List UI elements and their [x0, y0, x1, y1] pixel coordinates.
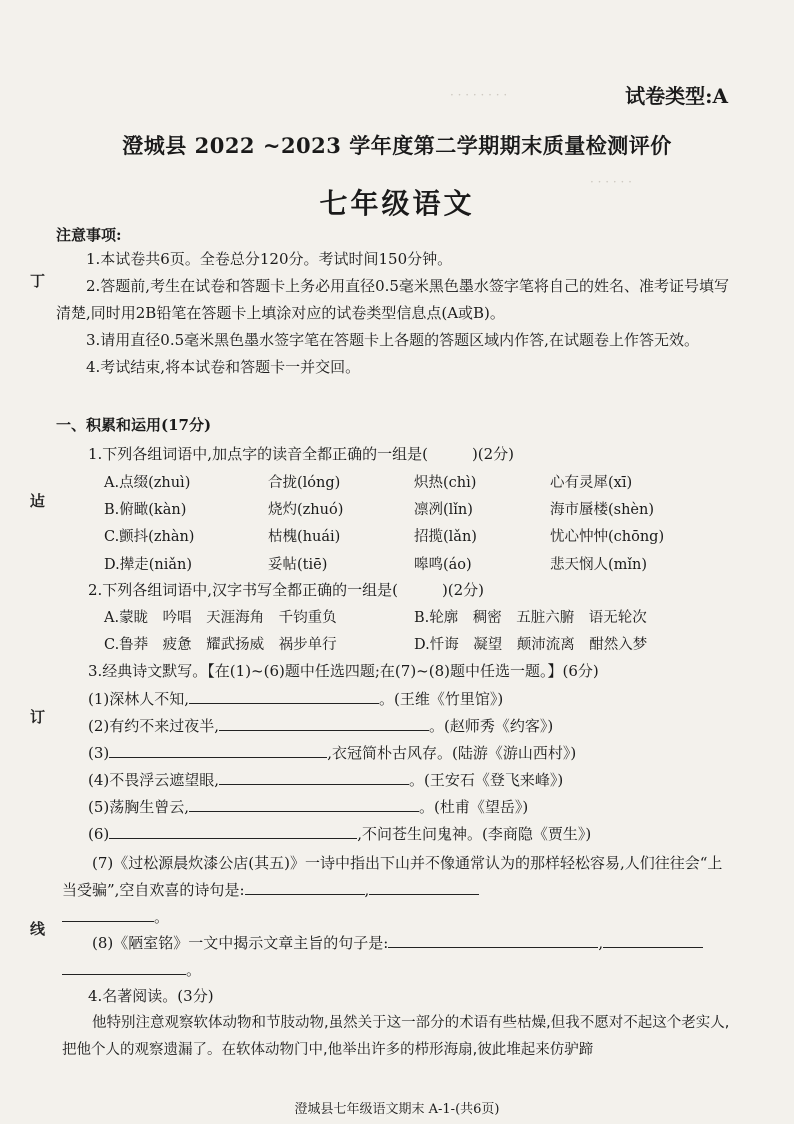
- fill-blank[interactable]: [62, 907, 154, 922]
- q3-line: (2)有约不来过夜半, 。(赵师秀《约客》): [88, 717, 554, 735]
- binding-margin-mark: 迠: [30, 492, 46, 510]
- q1-option: 忧心忡忡(chōng): [550, 529, 665, 545]
- q1-option: B.俯瞰(kàn): [104, 502, 187, 518]
- note-item: 2.答题前,考生在试卷和答题卡上务必用直径0.5毫米黑色墨水签字笔将自己的姓名、准考证号填写清楚,同时用2B铅笔在答题卡上填涂对应的试卷类型信息点(A或B)。: [56, 277, 729, 322]
- section-heading: 一、积累和运用(17分): [56, 416, 212, 434]
- q1-option: 招揽(lǎn): [414, 529, 477, 545]
- fill-blank[interactable]: [369, 880, 479, 895]
- bleed-through-text: · · · · · ·: [590, 175, 632, 189]
- notes-list: [56, 246, 736, 381]
- q1-option: 凛冽(lǐn): [414, 502, 473, 518]
- fill-blank[interactable]: [189, 797, 419, 812]
- fill-blank[interactable]: [109, 824, 357, 839]
- q3-item-8-cont: 。: [62, 957, 734, 984]
- binding-margin-mark: 丁: [30, 272, 46, 290]
- q1-option: 合拢(lóng): [268, 475, 341, 491]
- fill-blank[interactable]: [62, 960, 186, 975]
- q3-item-8: [62, 930, 734, 984]
- q1-option: 妥帖(tiē): [268, 557, 328, 573]
- binding-margin-mark-ding: 订: [30, 708, 46, 726]
- q1-option: A.点缀(zhuì): [104, 475, 191, 491]
- q1-option: 嗥鸣(áo): [414, 557, 472, 573]
- fill-blank[interactable]: [189, 689, 379, 704]
- q3-item-7-cont: 。: [62, 904, 734, 931]
- q3-item-7-text: (7)《过松源晨炊漆公店(其五)》一诗中指出下山并不像通常认为的那样轻松容易,人们往往会“上当受骗”,空自欢喜的诗句是: ,: [62, 854, 723, 899]
- q4-excerpt-text: 他特别注意观察软体动物和节肢动物,虽然关于这一部分的术语有些枯燥,但我不愿对不起这个老实人,把他个人的观察遗漏了。在软体动物门中,他举出许多的栉形海扇,彼此堆起来仿驴蹄: [62, 1015, 730, 1058]
- q2-option: C.鲁莽 疲惫 耀武扬威 祸步单行: [104, 637, 337, 653]
- q3-item-7: [62, 850, 734, 931]
- fill-blank[interactable]: [219, 716, 429, 731]
- page-footer: 澄城县七年级语文期末 A-1-(共6页): [294, 1102, 500, 1117]
- subject-title: 七年级语文: [319, 187, 475, 220]
- q1-option: 心有灵犀(xī): [550, 475, 633, 491]
- q1-option: 悲天悯人(mǐn): [550, 557, 648, 573]
- q1-option: 炽热(chì): [414, 475, 477, 491]
- note-item: 4.考试结束,将本试卷和答题卡一并交回。: [86, 358, 361, 376]
- note-item: 1.本试卷共6页。全卷总分120分。考试时间150分钟。: [86, 250, 453, 268]
- fill-blank[interactable]: [219, 770, 409, 785]
- q3-line: (6) ,不问苍生问鬼神。(李商隐《贾生》): [88, 825, 592, 843]
- q3-stem: 3.经典诗文默写。【在(1)~(6)题中任选四题;在(7)~(8)题中任选一题。】(6分): [88, 662, 599, 680]
- q1-option: 烧灼(zhuó): [268, 502, 344, 518]
- fill-blank[interactable]: [109, 743, 327, 758]
- q1-option: 海市蜃楼(shèn): [550, 502, 655, 518]
- notes-heading: 注意事项:: [56, 226, 122, 244]
- q3-item-8-text: (8)《陋室铭》一文中揭示文章主旨的句子是: ,: [62, 930, 734, 957]
- bleed-through-text: · · · · · · · ·: [450, 88, 508, 102]
- q1-option: D.撵走(niǎn): [104, 557, 192, 573]
- q3-line: (1)深林人不知, 。(王维《竹里馆》): [88, 690, 504, 708]
- q4-excerpt: [62, 1010, 734, 1064]
- q2-option: D.忏诲 凝望 颠沛流离 酣然入梦: [414, 637, 648, 653]
- q1-option: C.颤抖(zhàn): [104, 529, 195, 545]
- q2-stem: 2.下列各组词语中,汉字书写全都正确的一组是( )(2分): [88, 581, 485, 599]
- q2-option: B.轮廓 稠密 五脏六腑 语无轮次: [414, 610, 647, 626]
- q2-option: A.蒙眬 吟唱 天涯海角 千钧重负: [104, 610, 337, 626]
- fill-blank[interactable]: [388, 933, 598, 948]
- q3-line: (5)荡胸生曾云, 。(杜甫《望岳》): [88, 798, 529, 816]
- paper-type-label: 试卷类型:A: [625, 84, 728, 108]
- fill-blank[interactable]: [603, 933, 703, 948]
- q1-option: 枯槐(huái): [268, 529, 341, 545]
- q3-line: (4)不畏浮云遮望眼, 。(王安石《登飞来峰》): [88, 771, 564, 789]
- q3-line: (3) ,衣冠简朴古风存。(陆游《游山西村》): [88, 744, 577, 762]
- binding-margin-mark-xian: 线: [30, 920, 46, 938]
- exam-title: 澄城县 2022 ~2023 学年度第二学期期末质量检测评价: [122, 133, 672, 158]
- fill-blank[interactable]: [245, 880, 365, 895]
- q1-stem: 1.下列各组词语中,加点字的读音全都正确的一组是( )(2分): [88, 445, 515, 463]
- q4-stem: 4.名著阅读。(3分): [88, 987, 214, 1005]
- note-item: 3.请用直径0.5毫米黑色墨水签字笔在答题卡上各题的答题区域内作答,在试题卷上作答无效。: [86, 331, 699, 349]
